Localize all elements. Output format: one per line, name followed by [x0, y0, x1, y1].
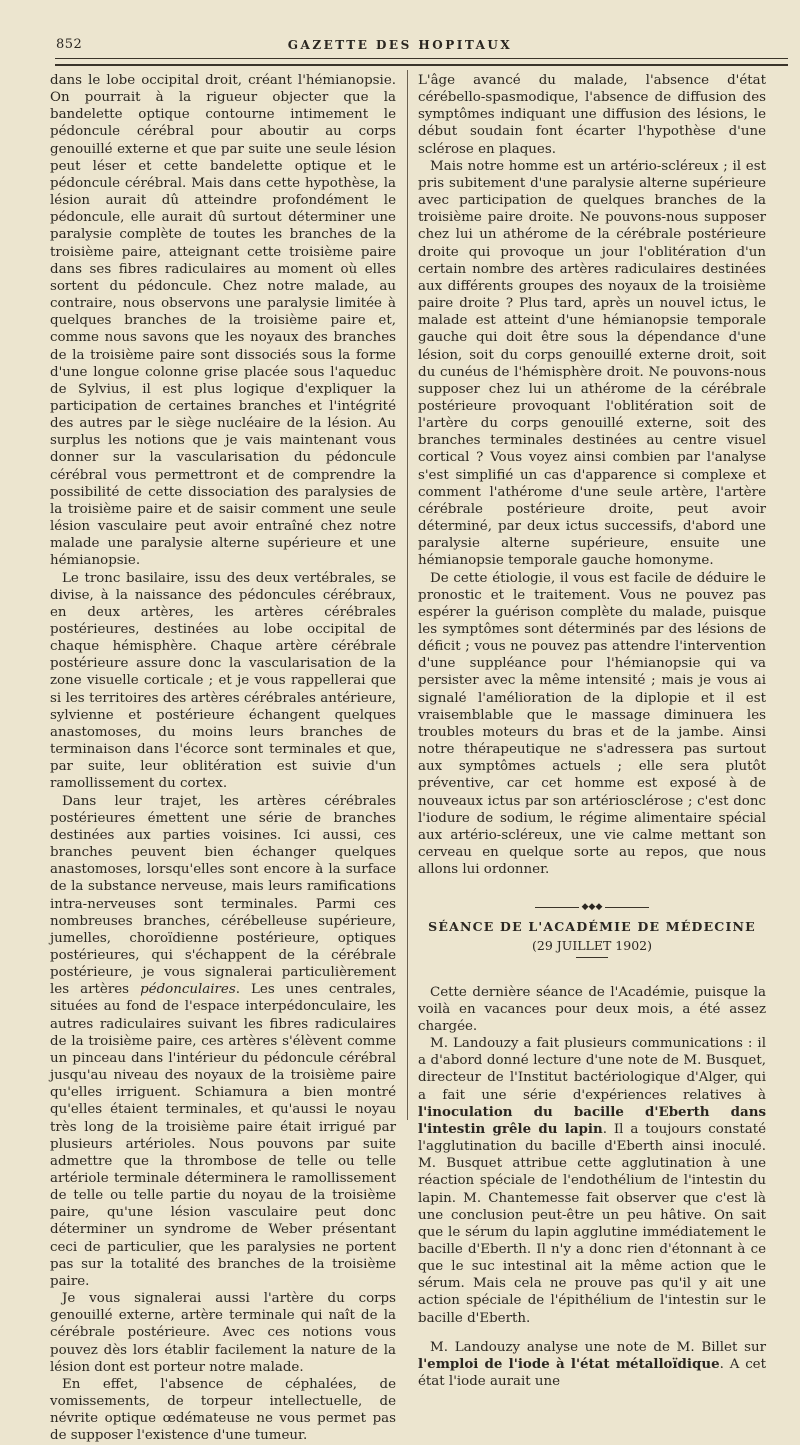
paragraph-text: . Il a toujours constaté l'agglutination du bacille d'Eberth ainsi inoculé. M. Busquet attribue cette agglutination à une réaction spéciale de l'endothélium de l'intestin du lapin. M. Chantemesse fait observer que c'est là une conclusion peut-être un peu hâtive. On sait que le sérum du lapin agglutine immédiatement le bacille d'Eberth. Il n'y a donc rien d'étonnant à ce que le suc intestinal ait la même action que le sérum. Mais cela ne prouve pas qu'il y ait une action spéciale de l'épithélium de l'intestin sur le bacille d'Eberth.	[418, 1121, 766, 1326]
paragraph-text: . Les unes centrales, situées au fond de l'espace interpédonculaire, les autres radiculaires suivant les fibres radiculaires de la troisième paire, ces artères s'élèvent comme un pinceau dans l'intérieur du pédoncule cérébral jusqu'au niveau des noyaux de la troisième paire qu'elles irriguent. Schiamura a bien montré qu'elles étaient terminales, et qu'aussi le noyau très long de la troisième paire était irrigué par plusieurs artérioles. Nous pouvons par suite admettre que la thrombose de telle ou telle artériole terminale déterminera le ramollissement de telle ou telle partie du noyau de la troisième paire, qu'une lésion vasculaire peut donc déterminer un syndrome de Weber présentant ceci de particulier, que les paralysies ne portent pas sur la totalité des branches de la troisième paire.	[50, 982, 396, 1289]
column-divider	[407, 70, 408, 1120]
paragraph	[418, 1035, 766, 1327]
separator-ornament: ◆◆◆	[581, 901, 603, 912]
separator-line	[535, 907, 579, 908]
paragraph-text: . A cet état l'iode aurait une	[418, 1356, 766, 1390]
paragraph	[418, 1339, 766, 1390]
section-separator	[418, 898, 766, 916]
section-date-rule	[576, 957, 608, 958]
section-title: SÉANCE DE L'ACADÉMIE DE MÉDECINE	[428, 919, 756, 935]
bold-term: l'emploi de l'iode à l'état métalloïdique	[418, 1355, 720, 1372]
italic-term: pédonculaires	[140, 982, 236, 998]
right-column	[418, 72, 766, 1390]
paragraph: Le tronc basilaire, issu des deux vertébrales, se divise, à la naissance des pédoncules cérébraux, en deux artères, les artères cérébrales postérieures, destinées au lobe occipital de chaque hémisphère. Chaque artère cérébrale postérieure assure donc la vascularisation de la zone visuelle corticale ; et je vous rappellerai que si les territoires des artères cérébrales antérieure, sylvienne et postérieure échangent quelques anastomoses, du moins leurs branches de terminaison dans l'écorce sont terminales et que, par suite, leur oblitération est suivie d'un ramollissement du cortex.	[50, 570, 396, 792]
separator-line	[605, 907, 649, 908]
paragraph	[50, 793, 396, 1291]
header-rule	[55, 58, 788, 59]
paragraph: En effet, l'absence de céphalées, de vomissements, de torpeur intellectuelle, de névrite optique œdémateuse ne vous permet pas de supposer l'existence d'une tumeur.	[50, 1376, 396, 1444]
section-date: (29 JUILLET 1902)	[532, 937, 652, 953]
header-rule-thick	[55, 64, 788, 66]
paragraph: Je vous signalerai aussi l'artère du corps genouillé externe, artère terminale qui naît de la cérébrale postérieure. Avec ces notions vous pouvez dès lors établir facilement la nature de la lésion dont est porteur notre malade.	[50, 1291, 396, 1375]
running-title: GAZETTE DES HOPITAUX	[287, 38, 513, 52]
paragraph-text: M. Landouzy a fait plusieurs communications : il a d'abord donné lecture d'une note de M. Busquet, directeur de l'Institut bactériologique d'Alger, qui a fait une série d'expériences relatives à	[418, 1036, 766, 1103]
paragraph-text: M. Landouzy analyse une note de M. Billet sur	[430, 1339, 766, 1355]
paragraph: dans le lobe occipital droit, créant l'hémianopsie. On pourrait à la rigueur objecter que la bandelette optique contourne intimement le pédoncule cérébral pour aboutir au corps genouillé externe et que par suite une seule lésion peut léser et cette bandelette optique et le pédoncule cérébral. Mais dans cette hypothèse, la lésion aurait dû atteindre profondément le pédoncule, elle aurait dû surtout déterminer une paralysie complète de toutes les branches de la troisième paire, atteignant cette troisième paire dans ses fibres radiculaires au moment où elles sortent du pédoncule. Chez notre malade, au contraire, nous observons une paralysie limitée à quelques branches de la troisième paire et, comme nous savons que les noyaux des branches de la troisième paire sont dissociés sous la forme d'une longue colonne grise placée sous l'aqueduc de Sylvius, il est plus logique d'expliquer la participation de certaines branches et l'intégrité des autres par le siège nucléaire de la lésion. Au surplus les notions que je vais maintenant vous donner sur la vascularisation du pédoncule cérébral vous permettront et de comprendre la possibilité de cette dissociation des paralysies de la troisième paire et de saisir comment une seule lésion vasculaire peut avoir entraîné chez notre malade une paralysie alterne supérieure et une hémianopsie.	[50, 73, 396, 569]
paragraph: L'âge avancé du malade, l'absence d'état cérébello-spasmodique, l'absence de diffusion des symptômes indiquant une diffusion des lésions, le début soudain font écarter l'hypothèse d'une sclérose en plaques.	[418, 73, 766, 157]
paragraph: Cette dernière séance de l'Académie, puisque la voilà en vacances pour deux mois, a été assez chargée.	[418, 984, 766, 1034]
paragraph: Mais notre homme est un artério-scléreux ; il est pris subitement d'une paralysie alterne supérieure avec participation de quelques branches de la troisième paire droite. Ne pouvons-nous supposer chez lui un athérome de la cérébrale postérieure droite qui provoque un jour l'oblitération d'un certain nombre des artères radiculaires destinées aux différents groupes des noyaux de la troisième paire droite ? Plus tard, après un nouvel ictus, le malade est atteint d'une hémianopsie temporale gauche qui doit être sous la dépendance d'une lésion, soit du corps genouillé externe droit, soit du cunéus de l'hémisphère droit. Ne pouvons-nous supposer chez lui un athérome de la cérébrale postérieure provoquant l'oblitération soit de l'artère du corps genouillé externe, soit des branches terminales destinées au centre visuel cortical ? Vous voyez ainsi combien par l'analyse s'est simplifié un cas d'apparence si complexe et comment l'athérome d'une seule artère, l'artère cérébrale postérieure droite, peut avoir déterminé, par deux ictus successifs, d'abord une paralysie alterne supérieure, ensuite une hémianopsie temporale gauche homonyme.	[418, 158, 766, 569]
paragraph-gap	[418, 1327, 766, 1339]
left-column	[50, 72, 396, 1445]
paragraph: De cette étiologie, il vous est facile de déduire le pronostic et le traitement. Vous ne pouvez pas espérer la guérison complète du malade, puisque les symptômes sont déterminés par des lésions de déficit ; vous ne pouvez pas attendre l'intervention d'une suppléance pour l'hémianopsie qui va persister avec la même intensité ; mais je vous ai signalé l'amélioration de la diplopie et il est vraisemblable que le massage diminuera les troubles moteurs du bras et de la jambe. Ainsi notre thérapeutique ne s'adressera pas surtout aux symptômes actuels ; elle sera plutôt préventive, car cet homme est exposé à de nouveaux ictus par son artériosclérose ; c'est donc l'iodure de sodium, le régime alimentaire spécial aux artério-scléreux, une vie calme mettant son cerveau en quelque sorte au repos, que nous allons lui ordonner.	[418, 570, 766, 878]
paragraph-text: Dans leur trajet, les artères cérébrales postérieures émettent une série de branches destinées aux parties voisines. Ici aussi, ces branches peuvent bien échanger quelques anastomoses, lorsqu'elles sont encore à la surface de la substance nerveuse, mais leurs ramifications intra-nerveuses sont terminales. Parmi ces nombreuses branches, cérébelleuse supérieure, jumelles, choroïdienne postérieure, optiques postérieures, qui s'échappent de la cérébrale postérieure, je vous signalerai particulièrement les artères	[50, 793, 396, 998]
page-number: 852	[56, 37, 83, 52]
bold-term: l'inoculation du bacille d'Eberth dans l'intestin grêle du lapin	[418, 1103, 766, 1137]
